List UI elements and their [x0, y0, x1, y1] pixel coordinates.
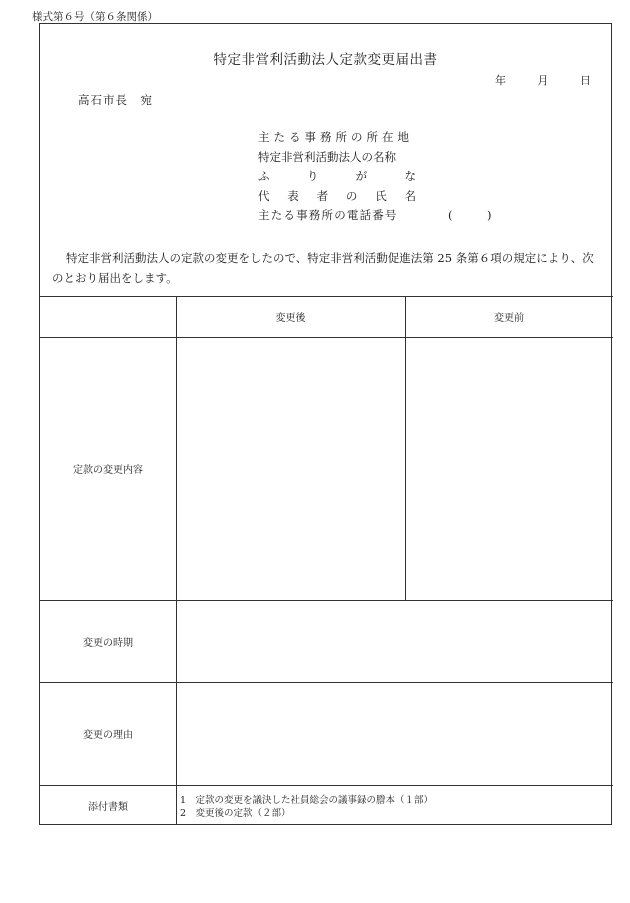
form-number: 様式第６号（第６条関係） [32, 11, 158, 23]
col-header-before: 変更前 [494, 313, 524, 324]
attachment-item: 2 変更後の定款（２部） [180, 807, 291, 819]
reason-field[interactable] [177, 683, 612, 784]
content-before-field[interactable] [406, 338, 612, 599]
addressee: 高石市長 宛 [78, 93, 153, 107]
timing-field[interactable] [177, 601, 612, 681]
attachment-item: 1 定款の変更を議決した社員総会の議事録の謄本（１部） [180, 795, 434, 806]
row-label-attachments: 添付書類 [88, 801, 128, 813]
phone-label: 主たる事務所の電話番号 [258, 208, 398, 222]
statement-text: 特定非営利活動法人の定款の変更をしたので、特定非営利活動促進法第 25 条第６項の規定により、次のとおり届出をします。 [52, 251, 594, 285]
date-year: 年 [495, 74, 506, 87]
col-header-after: 変更後 [275, 313, 306, 324]
row-label-reason: 変更の理由 [83, 730, 133, 741]
applicant-block [258, 128, 492, 226]
phone-paren: ( ) [448, 208, 492, 222]
document-title: 特定非営利活動法人定款変更届出書 [213, 52, 438, 68]
date-day: 日 [580, 74, 591, 87]
attachments-list [180, 795, 433, 820]
form-frame [39, 23, 612, 825]
furigana-label: ふ り が な [258, 169, 416, 183]
office-address-label: 主たる事務所の所在地 [258, 130, 413, 144]
row-label-content: 定款の変更内容 [73, 465, 143, 476]
corp-name-label: 特定非営利活動法人の名称 [258, 149, 396, 164]
date-month: 月 [537, 74, 549, 87]
content-after-field[interactable] [177, 338, 404, 599]
row-label-timing: 変更の時期 [83, 637, 133, 649]
date-line [471, 72, 591, 88]
phone-line [258, 206, 492, 226]
representative-label: 代 表 者 の 氏 名 [258, 188, 416, 203]
